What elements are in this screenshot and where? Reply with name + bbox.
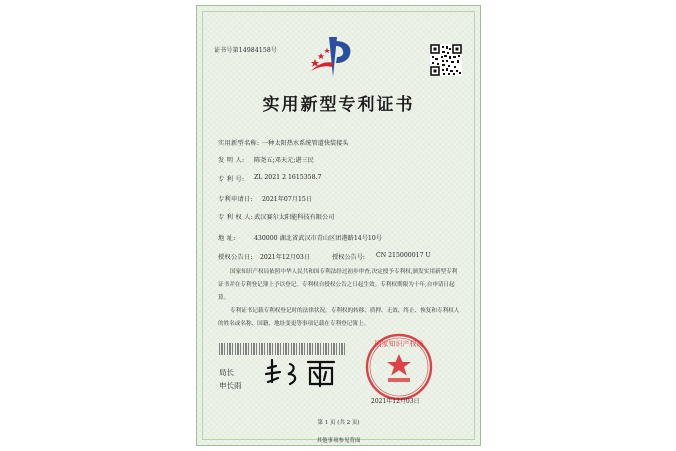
field-label: 专 利 号: xyxy=(218,176,245,183)
field-inventors xyxy=(218,155,314,164)
barcode-strip xyxy=(219,343,345,355)
page-info: 第 1 页 (共 2 页) xyxy=(317,420,360,426)
field-patentee xyxy=(218,212,334,221)
director-name-label: 申长雨 xyxy=(219,381,242,390)
field-value: 陈尧五;邓天元;谌三民 xyxy=(254,157,314,164)
field-grant-date xyxy=(218,252,431,261)
field-label: 专 利 权 人: xyxy=(218,214,254,221)
seal-text: 国家知识产权局 xyxy=(374,340,424,348)
field-value: 2021年07月15日 xyxy=(262,196,313,203)
issue-date: 2021年12月03日 xyxy=(371,398,420,405)
field-value: 武汉赛尔太阳能科技有限公司 xyxy=(254,214,335,221)
field-value: 430000 湖北省武汉市青山区团港路14号10号 xyxy=(254,235,382,242)
official-seal-icon xyxy=(364,332,434,402)
field-extra-value: CN 215000017 U xyxy=(376,252,431,259)
field-label: 授权公告日: xyxy=(218,254,253,261)
certificate-body-text xyxy=(218,266,462,331)
qr-code-icon xyxy=(430,44,462,76)
field-patent-number xyxy=(218,174,321,183)
field-value: 2021年12月03日 xyxy=(260,254,311,261)
certificate-title: 实用新型专利证书 xyxy=(262,95,415,115)
footer-note: 其他事项参见背面 xyxy=(316,438,361,444)
director-signature xyxy=(262,356,342,390)
field-utility-model-name xyxy=(218,138,349,147)
field-label: 实用新型名称: xyxy=(218,140,260,147)
certificate-number: 证书号第14984158号 xyxy=(214,47,278,54)
field-value: 一种太阳热水系统管道快装接头 xyxy=(262,140,349,147)
field-label: 专利申请日: xyxy=(218,196,253,203)
field-label: 发 明 人: xyxy=(218,157,245,164)
field-extra-label: 授权公告号: xyxy=(332,254,366,261)
director-title: 局长 xyxy=(219,368,234,377)
field-application-date xyxy=(218,194,312,203)
field-value: ZL 2021 2 1615358.7 xyxy=(254,174,322,181)
field-address xyxy=(218,233,382,242)
body-paragraph: 专利证书记载专利权登记时的法律状况。专利权的转移、质押、无效、终止、恢复和专利权人的姓名或名称、国籍、地址变更等事项记载在专利登记簿上。 xyxy=(218,308,460,327)
field-label: 地 址: xyxy=(218,235,236,242)
cnipa-logo-icon xyxy=(309,33,357,83)
body-paragraph: 国家知识产权局依照中华人民共和国专利法经过初步审查,决定授予专利权,颁发实用新型专利证书并在专利登记簿上予以登记。专利权自授权公告之日起生效。专利权期限为十年,自申请日起算。 xyxy=(218,269,458,301)
